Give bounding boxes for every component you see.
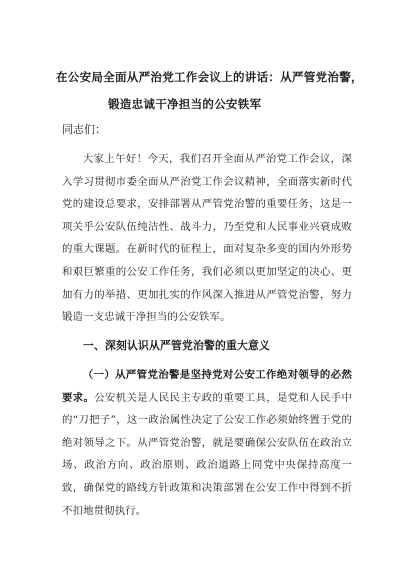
subsection-paragraph-1 — [62, 364, 352, 522]
subsection-body-1: 公安机关是人民民主专政的重要工具，是党和人民手中的“刀把子”，这一政治属性决定了公安工作必须始终置于党的绝对领导之下。从严管党治警，就是要确保公安队伍在政治立场、政治方向、政治原则、政治道路上同党中央保持高度一致，确保党的路线方针政策和决策部署在公安工作中得到不折不扣地贯彻执行。 — [62, 391, 352, 517]
opening-paragraph: 大家上午好！今天，我们召开全面从严治党工作会议，深入学习贯彻市委全面从严治党工作会议精神，全面落实新时代党的建设总要求，安排部署从严管党治警的重要任务，这是一项关乎公安队伍纯洁性、战斗力，乃至党和人民事业兴衰成败的重大课题。在新时代的征程上，面对复杂多变的国内外形势和艰巨繁重的公安工作任务，我们必须以更加坚定的决心、更加有力的举措、更加扎实的作风深入推进从严管党治警，努力锻造一支忠诚干净担当的公安铁军。 — [62, 153, 352, 324]
document-title-line-1: 在公安局全面从严治党工作会议上的讲话：从严管党治警， — [56, 70, 363, 84]
salutation: 同志们： — [62, 123, 106, 136]
subsection-lead-1: （一）从严管党治警是坚持党对公安工作绝对领导的必然要求。 — [62, 369, 352, 404]
document-title-line-2: 锻造忠诚干净担当的公安铁军 — [108, 97, 262, 111]
section-heading-1: 一、深刻认识从严管党治警的重大意义 — [83, 339, 270, 352]
